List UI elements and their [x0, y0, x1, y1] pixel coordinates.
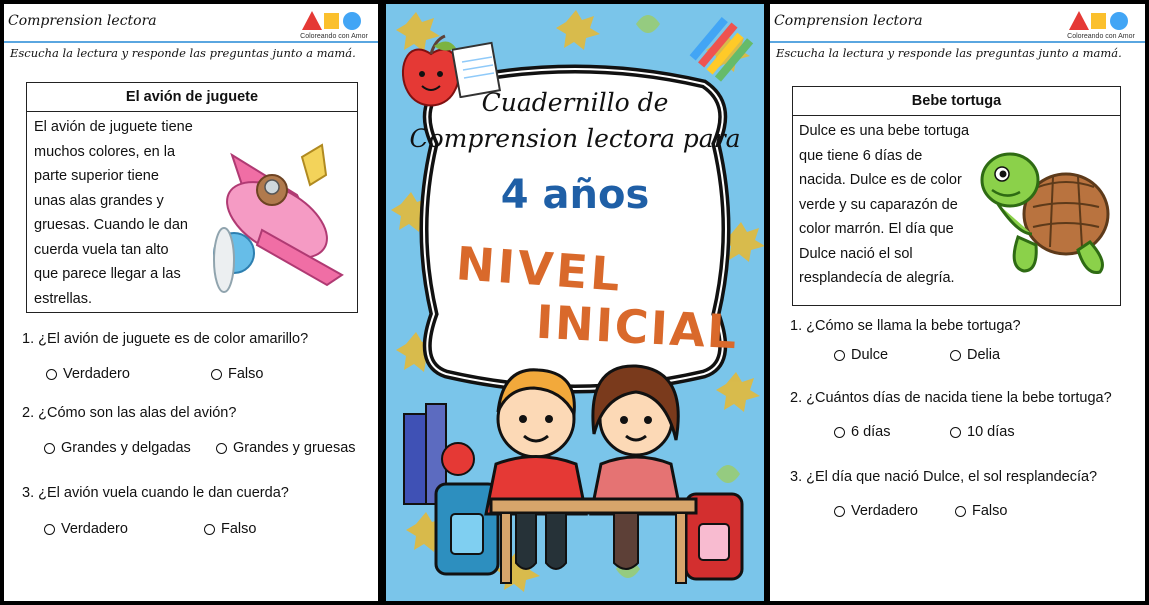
instruction-text: Escucha la lectura y responde las preguntas junto a mamá. [10, 46, 356, 60]
answer-option-label: Verdadero [851, 503, 918, 519]
worksheet-page-airplane [4, 4, 378, 601]
answer-option[interactable] [955, 503, 1007, 519]
radio-circle-icon[interactable] [46, 369, 57, 380]
question-2: 2. ¿Cuántos días de nacida tiene la bebe tortuga? [790, 390, 1112, 406]
cover-age: 4 años [500, 172, 650, 218]
reading-line: resplandecía de alegría. [799, 270, 955, 286]
reading-box [26, 82, 358, 313]
logo-text: Coloreando con Amor [1067, 33, 1135, 40]
answer-option[interactable] [950, 347, 1000, 363]
header-divider [770, 41, 1145, 43]
radio-circle-icon[interactable] [44, 524, 55, 535]
answer-option-label: Delia [967, 347, 1001, 363]
answer-option[interactable] [950, 424, 1015, 440]
reading-text [34, 115, 193, 311]
reading-line: cuerda vuela tan alto [34, 241, 169, 258]
answer-option[interactable] [216, 440, 356, 456]
answer-option-label: Grandes y gruesas [233, 440, 356, 456]
answer-option-label: Falso [221, 521, 257, 537]
radio-circle-icon[interactable] [211, 369, 222, 380]
reading-line: muchos colores, en la [34, 143, 176, 160]
answer-option[interactable] [44, 521, 128, 537]
answer-option[interactable] [204, 521, 256, 537]
radio-circle-icon[interactable] [44, 443, 55, 454]
reading-line: nacida. Dulce es de color [799, 172, 962, 188]
reading-line: parte superior tiene [34, 168, 159, 184]
question-2: 2. ¿Cómo son las alas del avión? [22, 405, 237, 421]
worksheet-page-turtle [770, 4, 1145, 601]
question-3: 3. ¿El avión vuela cuando le dan cuerda? [22, 485, 289, 501]
radio-circle-icon[interactable] [216, 443, 227, 454]
header-divider [4, 41, 378, 43]
brand-logo [292, 8, 370, 40]
reading-line: color marrón. El día que [799, 221, 954, 237]
radio-circle-icon[interactable] [834, 427, 845, 438]
reading-line: que parece llegar a las [34, 266, 181, 282]
toy-airplane-illustration [202, 135, 354, 295]
answer-option-label: Dulce [851, 347, 889, 363]
radio-circle-icon[interactable] [950, 350, 961, 361]
header-title: Comprension lectora [8, 13, 157, 29]
cover-title-line1: Cuadernillo de [481, 88, 669, 117]
cover-title-line2: Comprension lectora para [409, 124, 741, 153]
reading-box [792, 86, 1121, 306]
radio-circle-icon[interactable] [955, 506, 966, 517]
baby-turtle-illustration [978, 142, 1116, 282]
answer-option[interactable] [834, 424, 891, 440]
answer-option-label: Grandes y delgadas [61, 440, 191, 456]
question-1: 1. ¿El avión de juguete es de color amarillo? [22, 331, 309, 347]
answer-option[interactable] [44, 440, 191, 456]
cover-level-line1: NIVEL [454, 236, 625, 302]
reading-line: unas alas grandes y [34, 192, 164, 209]
reading-line: gruesas. Cuando le dan [34, 217, 188, 233]
cover-level-line2: INICIAL [534, 294, 740, 360]
answer-option-label: Falso [228, 366, 264, 382]
reading-line: Dulce es una bebe tortuga [799, 123, 970, 139]
radio-circle-icon[interactable] [204, 524, 215, 535]
answer-option-label: Verdadero [61, 521, 128, 537]
answer-option-label: 10 días [967, 424, 1015, 440]
radio-circle-icon[interactable] [834, 506, 845, 517]
reading-title: Bebe tortuga [793, 87, 1120, 116]
kids-classroom-illustration [396, 364, 756, 594]
brand-logo [1059, 8, 1137, 40]
answer-option-label: Falso [972, 503, 1008, 519]
reading-text [799, 119, 969, 291]
reading-line: que tiene 6 días de [799, 147, 923, 164]
answer-option[interactable] [834, 503, 918, 519]
answer-option-label: Verdadero [63, 366, 130, 382]
reading-line: estrellas. [34, 290, 93, 307]
reading-line: Dulce nació el sol [799, 245, 913, 262]
header-title: Comprension lectora [774, 13, 923, 29]
question-3: 3. ¿El día que nació Dulce, el sol resplandecía? [790, 469, 1098, 485]
radio-circle-icon[interactable] [950, 427, 961, 438]
page-header [770, 4, 1145, 42]
radio-circle-icon[interactable] [834, 350, 845, 361]
cover-page [386, 4, 764, 601]
question-1: 1. ¿Cómo se llama la bebe tortuga? [790, 318, 1021, 334]
reading-title: El avión de juguete [27, 83, 357, 112]
page-header [4, 4, 378, 42]
logo-text: Coloreando con Amor [300, 33, 368, 40]
answer-option-label: 6 días [851, 424, 891, 440]
answer-option[interactable] [46, 366, 130, 382]
reading-line: El avión de juguete tiene [34, 119, 193, 135]
reading-line: verde y su caparazón de [799, 196, 958, 213]
answer-option[interactable] [211, 366, 263, 382]
instruction-text: Escucha la lectura y responde las preguntas junto a mamá. [776, 46, 1122, 60]
pencils-icon [686, 14, 756, 84]
answer-option[interactable] [834, 347, 888, 363]
